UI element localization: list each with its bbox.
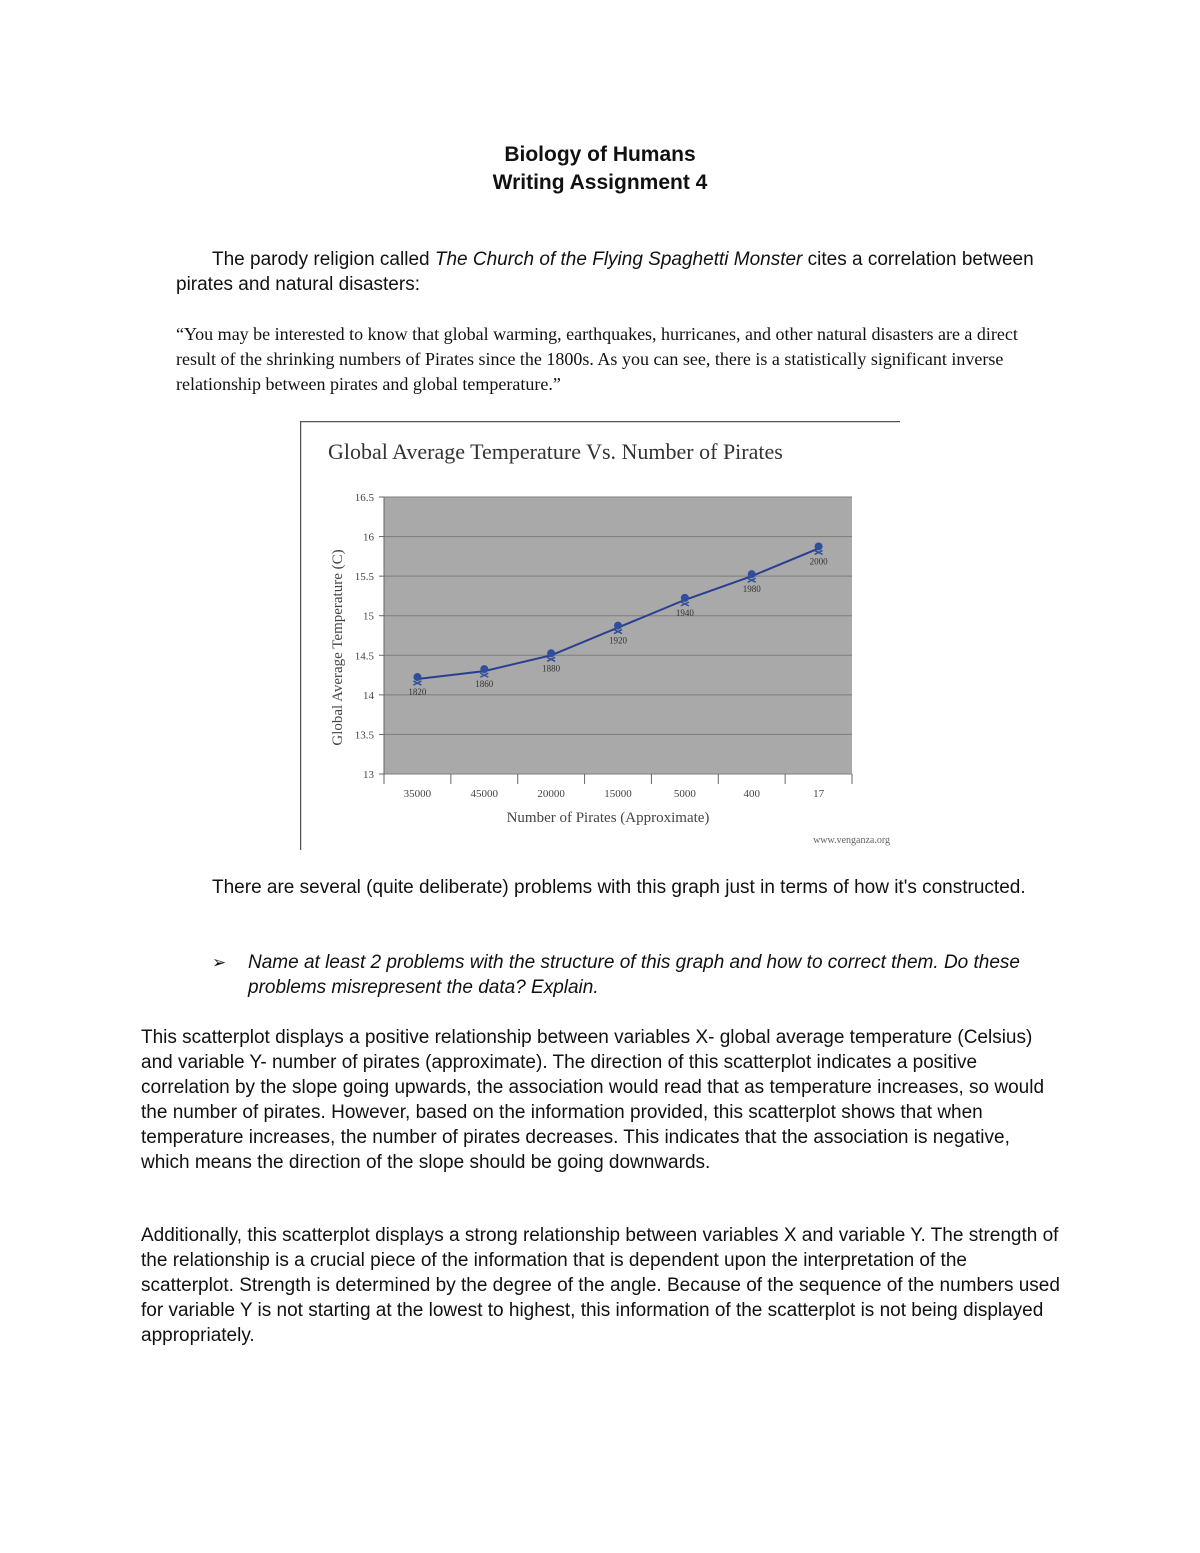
y-tick-label: 13.5 — [354, 729, 374, 742]
intro-paragraph — [176, 247, 1076, 297]
x-tick-label: 20000 — [537, 788, 565, 800]
answer-paragraph-1: This scatterplot displays a positive relationship between variables X- global average temperature (Celsius) and variable Y- number of pirates (approximate). The direction of this scatterplot indicates a positive correlation by the slope going upwards, the association would read that as temperature increases, so would the number of pirates. However, based on the information provided, this scatterplot shows that when temperature increases, the number of pirates decreases. This indicates that the association is negative, which means the direction of the slope should be going downwards. — [141, 1027, 1045, 1173]
skull-marker-icon — [413, 673, 421, 681]
x-axis-label: Number of Pirates (Approximate) — [506, 810, 710, 826]
x-tick-label: 35000 — [403, 788, 432, 800]
y-axis-label: Global Average Temperature (C) — [330, 549, 346, 746]
x-tick-label: 400 — [743, 788, 760, 800]
point-label: 1920 — [609, 635, 627, 646]
skull-marker-icon — [480, 665, 488, 673]
bullet-item — [212, 950, 1072, 1000]
point-label: 1880 — [542, 663, 561, 674]
skull-marker-icon — [681, 594, 689, 602]
y-tick-label: 14 — [363, 689, 374, 702]
answer-paragraph-2: Additionally, this scatterplot displays a strong relationship between variables X and variable Y. The strength of the relationship is a crucial piece of the information that is dependent upon the interpretation of the scatterplot. Strength is determined by the degree of the angle. Because of the sequence of the numbers used for variable Y is not starting at the lowest to highest, this information of the scatterplot is not being displayed appropriately. — [141, 1225, 1060, 1346]
y-tick-label: 16 — [363, 531, 374, 544]
problems-text: There are several (quite deliberate) problems with this graph just in terms of how it's constructed. — [212, 877, 1026, 898]
point-label: 2000 — [809, 556, 828, 567]
intro-text-before: The parody religion called — [212, 249, 435, 270]
bullet-text: Name at least 2 problems with the structure of this graph and how to correct them. Do these problems misrepresent the data? Explain. — [248, 952, 1020, 998]
quote-paragraph: “You may be interested to know that global warming, earthquakes, hurricanes, and other natural disasters are a direct result of the shrinking numbers of Pirates since the 1800s. As you can see, there is a statistically significant inverse relationship between pirates and global temperature.” — [176, 324, 1018, 394]
y-tick-label: 14.5 — [354, 650, 374, 663]
chart-svg — [300, 421, 900, 850]
y-tick-label: 15.5 — [354, 571, 374, 584]
x-tick-label: 15000 — [604, 788, 632, 800]
point-label: 1980 — [742, 584, 761, 595]
chart-figure — [300, 421, 900, 850]
skull-marker-icon — [547, 649, 555, 657]
intro-italic-title: The Church of the Flying Spaghetti Monster — [434, 249, 803, 270]
document-subtitle: Writing Assignment 4 — [492, 171, 708, 194]
chart-title: Global Average Temperature Vs. Number of Pirates — [328, 439, 783, 464]
source-credit: www.venganza.org — [813, 835, 890, 846]
document-title: Biology of Humans — [504, 143, 696, 166]
x-tick-label: 45000 — [470, 788, 499, 800]
point-label: 1860 — [475, 679, 494, 690]
point-label: 1820 — [408, 687, 427, 698]
skull-marker-icon — [614, 622, 622, 630]
skull-marker-icon — [748, 570, 756, 578]
intro-text-after: cites a correlation between pirates and natural disasters: — [176, 249, 1034, 295]
x-tick-label: 17 — [813, 788, 825, 800]
y-tick-label: 16.5 — [354, 492, 374, 504]
y-tick-label: 13 — [363, 769, 374, 781]
point-label: 1940 — [675, 607, 694, 618]
y-tick-label: 15 — [363, 610, 374, 623]
arrow-bullet-icon: ➢ — [212, 953, 227, 972]
problems-paragraph — [176, 875, 1056, 900]
skull-marker-icon — [815, 542, 823, 550]
x-tick-label: 5000 — [673, 788, 696, 800]
